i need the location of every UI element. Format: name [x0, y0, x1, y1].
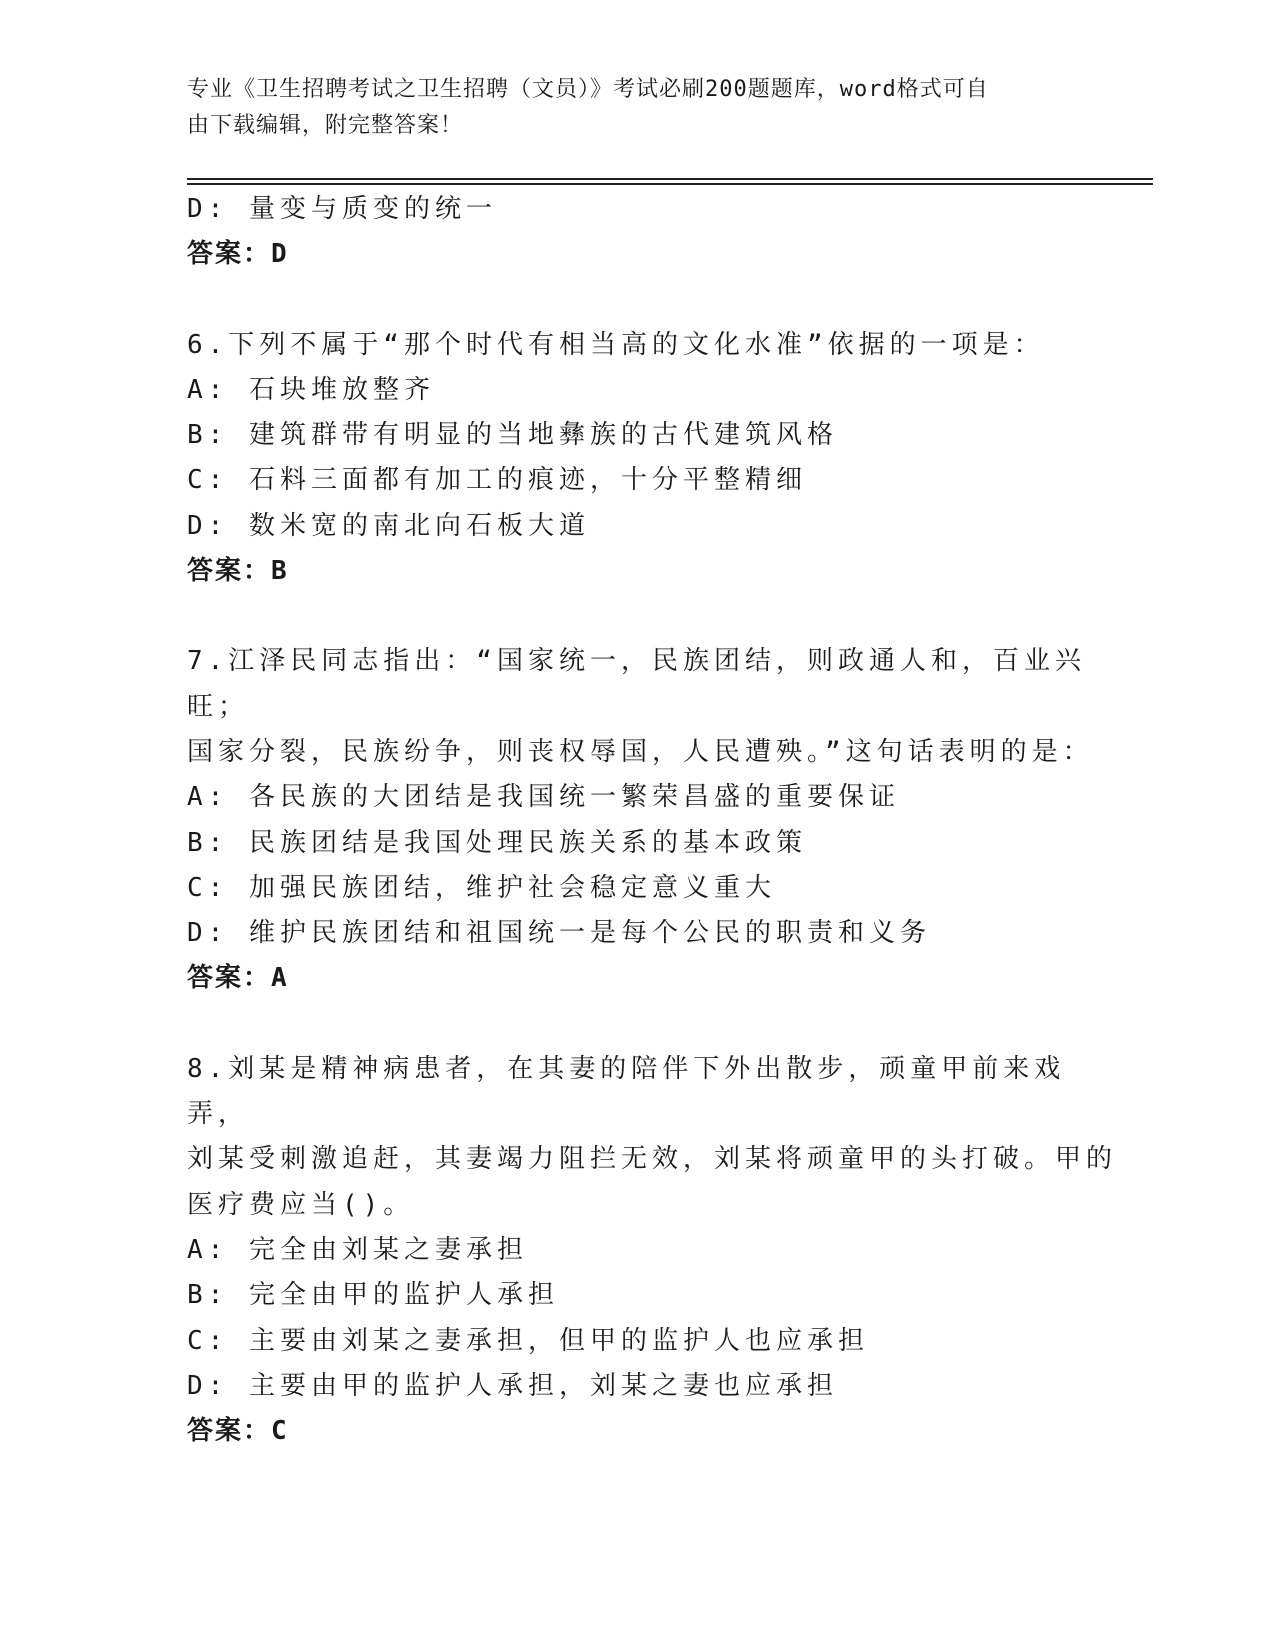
answer-line: 答案：C	[187, 1416, 289, 1447]
spacer	[187, 1002, 1117, 1047]
option-d: D: 数米宽的南北向石板大道	[187, 510, 590, 541]
option-a: A: 完全由刘某之妻承担	[187, 1234, 528, 1265]
question-list	[187, 187, 1117, 1454]
question-7	[187, 639, 1117, 1001]
option-b: B: 建筑群带有明显的当地彝族的古代建筑风格	[187, 420, 838, 451]
previous-question-tail	[187, 187, 1117, 278]
question-6	[187, 323, 1117, 595]
question-stem-line-3: 医疗费应当()。	[187, 1189, 415, 1220]
header-line-1: 专业《卫生招聘考试之卫生招聘（文员）》考试必刷200题题库，word格式可自	[187, 77, 989, 102]
option-c: C: 主要由刘某之妻承担，但甲的监护人也应承担	[187, 1325, 869, 1356]
document-header	[187, 72, 1067, 144]
question-stem: 6.下列不属于“那个时代有相当高的文化水准”依据的一项是：	[187, 329, 1045, 360]
question-8	[187, 1047, 1117, 1455]
header-line-2: 由下载编辑，附完整答案！	[187, 113, 464, 138]
answer-line: 答案：D	[187, 239, 289, 270]
question-stem-line-2: 国家分裂，民族纷争，则丧权辱国，人民遭殃。”这句话表明的是：	[187, 736, 1094, 767]
answer-line: 答案：A	[187, 963, 289, 994]
answer-line: 答案：B	[187, 556, 289, 587]
spacer	[187, 278, 1117, 323]
question-stem-line-1: 7.江泽民同志指出：“国家统一，民族团结，则政通人和，百业兴旺；	[187, 646, 1086, 722]
header-divider-bottom	[187, 183, 1153, 185]
spacer	[187, 594, 1117, 639]
option-a: A: 石块堆放整齐	[187, 374, 435, 405]
option-a: A: 各民族的大团结是我国统一繁荣昌盛的重要保证	[187, 782, 900, 813]
option-d: D: 量变与质变的统一	[187, 194, 497, 224]
option-b: B: 完全由甲的监护人承担	[187, 1280, 559, 1311]
option-c: C: 加强民族团结，维护社会稳定意义重大	[187, 872, 776, 903]
option-d: D: 维护民族团结和祖国统一是每个公民的职责和义务	[187, 918, 931, 949]
option-d: D: 主要由甲的监护人承担，刘某之妻也应承担	[187, 1370, 838, 1401]
option-c: C: 石料三面都有加工的痕迹，十分平整精细	[187, 465, 807, 496]
header-divider-top	[187, 178, 1153, 180]
question-stem-line-1: 8.刘某是精神病患者，在其妻的陪伴下外出散步，顽童甲前来戏弄，	[187, 1053, 1066, 1130]
question-stem-line-2: 刘某受刺激追赶，其妻竭力阻拦无效，刘某将顽童甲的头打破。甲的	[187, 1144, 1118, 1175]
option-b: B: 民族团结是我国处理民族关系的基本政策	[187, 827, 807, 858]
